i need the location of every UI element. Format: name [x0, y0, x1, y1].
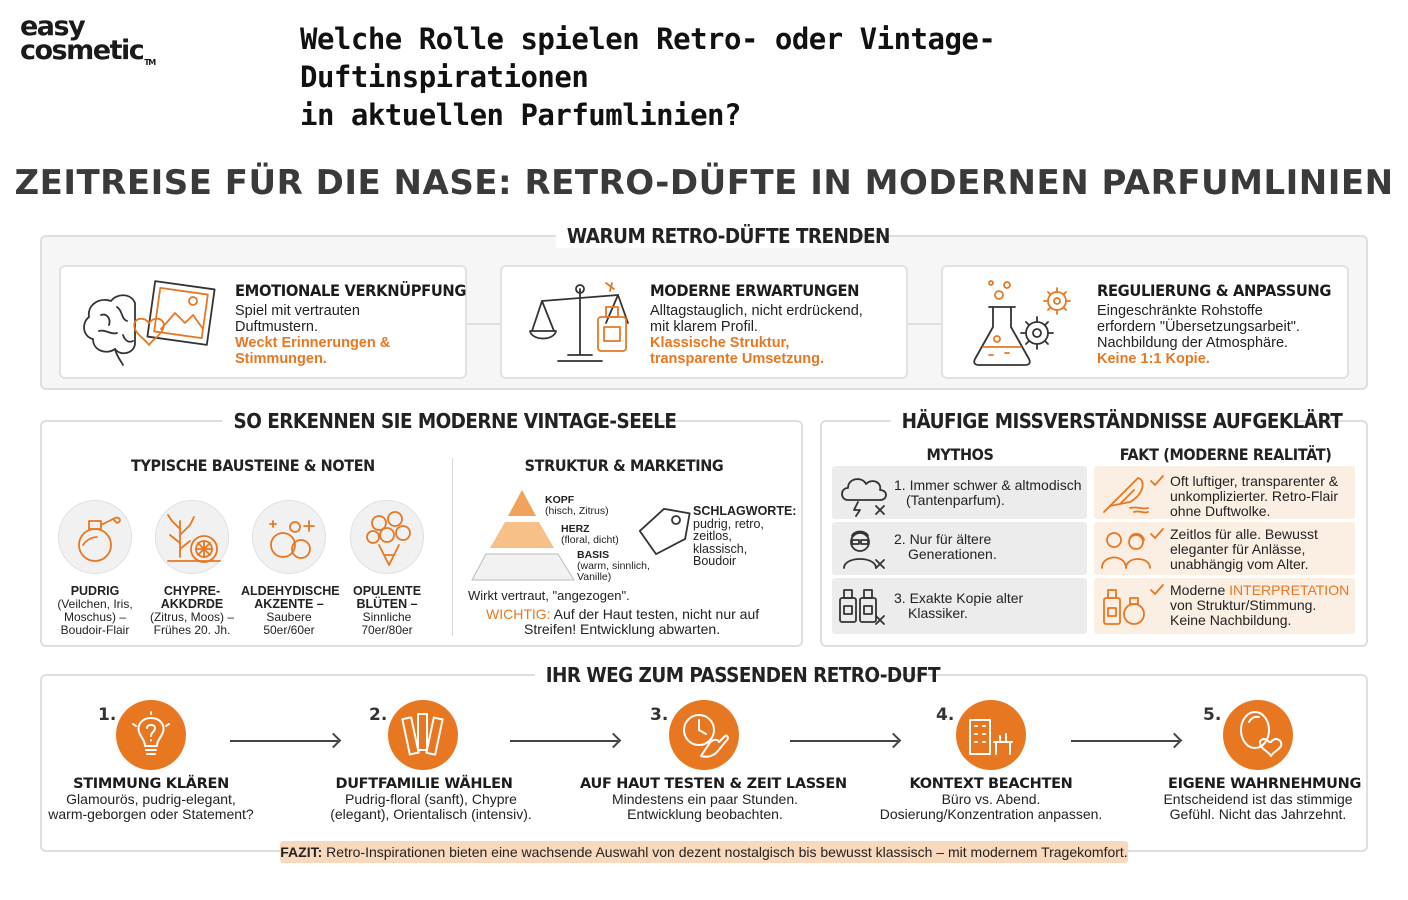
divider — [452, 458, 453, 636]
brand-logo — [20, 11, 180, 67]
card-text: Alltagstauglich, nicht erdrückend, mit klarem Profil. — [650, 303, 863, 335]
page-question — [300, 20, 1260, 134]
logo-line-2: cosmetic™ — [20, 35, 155, 67]
why-card-regulation — [941, 265, 1349, 379]
pyramid-caption: Wirkt vertraut, "angezogen". — [468, 588, 630, 603]
step-title: EIGENE WAHRNEHMUNG — [1168, 776, 1362, 792]
question-line-2: in aktuellen Parfumlinien? — [300, 98, 741, 132]
card-text: Eingeschränkte Rohstoffe erfordern "Übersetzungsarbeit". Nachbildung der Atmosphäre. — [1097, 303, 1300, 351]
step-number: 4. — [936, 705, 955, 725]
step-text: Glamourös, pudrig-elegant, warm-geborgen oder Statement? — [48, 791, 254, 822]
step-icon-circle — [388, 700, 458, 770]
step-icon-circle — [956, 700, 1026, 770]
step-arrow — [790, 740, 898, 742]
flask-gears-icon — [969, 277, 1079, 369]
check-icon — [1150, 527, 1164, 541]
card-title: EMOTIONALE VERKNÜPFUNG — [235, 281, 467, 300]
note-circle-pudrig — [58, 500, 132, 574]
people-group-icon — [1100, 526, 1152, 572]
scale-perfume-icon — [528, 279, 638, 369]
step-number: 3. — [650, 705, 669, 725]
important-note: WICHTIG: Auf der Haut testen, nicht nur auf Streifen! Entwicklung abwarten. — [486, 606, 760, 637]
connector-line — [466, 323, 502, 325]
why-card-modern — [500, 265, 908, 379]
pyramid-base-label: BASIS (warm, sinnlich, Vanille) — [577, 549, 650, 583]
structure-heading: STRUKTUR & MARKETING — [524, 456, 724, 475]
step-title: STIMMUNG KLÄREN — [73, 776, 229, 792]
myth-text: 3. Exakte Kopie alter Klassiker. — [894, 590, 1024, 621]
clock-hand-icon — [679, 710, 729, 760]
step-icon-circle — [116, 700, 186, 770]
note-label-aldehyde: ALDEHYDISCHE AKZENTE – Saubere 50er/60er — [241, 584, 340, 637]
why-panel-title: WARUM RETRO-DÜFTE TRENDEN — [556, 224, 850, 248]
step-text: Pudrig-floral (sanft), Chypre (elegant), Orientalisch (intensiv). — [330, 791, 532, 822]
notes-heading: TYPISCHE BAUSTEINE & NOTEN — [131, 456, 375, 475]
step-text: Büro vs. Abend. Dosierung/Konzentration anpassen. — [879, 791, 1103, 822]
bottles-new-icon — [1100, 584, 1152, 630]
myth-text: 1. Immer schwer & altmodisch (Tantenparfum). — [894, 477, 1082, 508]
note-label-chypre: CHYPRE- AKKDRDE (Zitrus, Moos) – Frühes 20. Jh. — [149, 584, 234, 637]
step-number: 2. — [369, 705, 388, 725]
connector-line — [907, 323, 943, 325]
step-arrow — [1071, 740, 1179, 742]
fact-text: Oft luftiger, transparenter & unkomplizierter. Retro-Flair ohne Duftwolke. — [1170, 473, 1339, 519]
myth-column-heading: MYTHOS — [926, 445, 994, 464]
note-circle-bluten — [350, 500, 424, 574]
step-title: DUFTFAMILIE WÄHLEN — [335, 776, 513, 792]
powder-bottle-icon — [69, 509, 125, 567]
keywords-block: SCHLAGWORTE: pudrig, retro, zeitlos, klassisch, Boudoir — [693, 504, 797, 568]
myth-text: 2. Nur für ältere Generationen. — [894, 531, 997, 562]
check-icon — [1150, 474, 1164, 488]
lightbulb-question-icon — [131, 712, 171, 758]
card-text: Spiel mit vertrauten Duftmustern. — [235, 303, 360, 335]
recognize-panel-title: SO ERKENNEN SIE MODERNE VINTAGE-SEELE — [223, 409, 626, 433]
step-title: KONTEXT BEACHTEN — [909, 776, 1073, 792]
aldehyde-bubbles-icon — [261, 509, 321, 567]
fact-text: Moderne INTERPRETATION von Struktur/Stimmung. Keine Nachbildung. — [1170, 582, 1350, 628]
step-icon-circle — [1223, 700, 1293, 770]
step-title: AUF HAUT TESTEN & ZEIT LASSEN — [580, 776, 847, 792]
citrus-moss-icon — [164, 507, 224, 569]
step-text: Entscheidend ist das stimmige Gefühl. Nicht das Jahrzehnt. — [1163, 791, 1353, 822]
brain-heart-picture-icon — [81, 281, 216, 371]
flower-bouquet-icon — [359, 507, 419, 569]
path-panel-title: IHR WEG ZUM PASSENDEN RETRO-DUFT — [535, 663, 874, 687]
tag-icon — [636, 505, 690, 559]
feather-breeze-icon — [1100, 472, 1150, 516]
myths-panel-title: HÄUFIGE MISSVERSTÄNDNISSE AUFGEKLÄRT — [891, 409, 1296, 433]
step-icon-circle — [669, 700, 739, 770]
check-icon — [1150, 583, 1164, 597]
note-label-bluten: OPULENTE BLÜTEN – Sinnliche 70er/80er — [352, 584, 422, 637]
pyramid-heart-label: HERZ (floral, dicht) — [561, 523, 619, 546]
question-line-1: Welche Rolle spielen Retro- oder Vintage-Duftinspirationen — [300, 22, 996, 94]
logo-line-1: easy — [20, 11, 85, 42]
step-arrow — [510, 740, 618, 742]
card-title: REGULIERUNG & ANPASSUNG — [1097, 281, 1332, 300]
office-evening-icon — [966, 712, 1016, 758]
fact-column-heading: FAKT (MODERNE REALITÄT) — [1119, 445, 1332, 464]
step-arrow — [230, 740, 338, 742]
why-card-emotional — [59, 265, 467, 379]
step-number: 5. — [1203, 705, 1222, 725]
heavy-cloud-icon — [838, 472, 890, 518]
fazit-banner: FAZIT: Retro-Inspirationen bieten eine wachsende Auswahl von dezent nostalgisch bis bewusst klassisch – mit modernem Tragekomfort. — [280, 841, 1128, 863]
card-title: MODERNE ERWARTUNGEN — [650, 281, 860, 300]
pyramid-top-label: KOPF (hisch, Zitrus) — [545, 494, 609, 517]
card-accent-text: Weckt Erinnerungen & Stimmungen. — [235, 335, 391, 367]
step-number: 1. — [98, 705, 117, 725]
infographic-title: ZEITREISE FÜR DIE NASE: RETRO-DÜFTE IN MODERNEN PARFUMLINIEN — [14, 163, 1394, 203]
card-accent-text: Klassische Struktur, transparente Umsetzung. — [650, 335, 825, 367]
card-accent-text: Keine 1:1 Kopie. — [1097, 351, 1210, 367]
note-circle-aldehyde — [252, 500, 326, 574]
note-circle-chypre — [155, 500, 229, 574]
scent-strips-icon — [400, 710, 446, 760]
mirror-heart-icon — [1235, 708, 1281, 762]
fact-text: Zeitlos für alle. Bewusst eleganter für Anlässe, unabhängig vom Alter. — [1170, 526, 1318, 572]
note-label-pudrig: PUDRIG (Veilchen, Iris, Moschus) – Boudoir-Flair — [57, 584, 133, 637]
bottles-copy-icon — [838, 584, 890, 630]
elderly-person-icon — [840, 526, 890, 572]
step-text: Mindestens ein paar Stunden. Entwicklung beobachten. — [611, 791, 798, 822]
